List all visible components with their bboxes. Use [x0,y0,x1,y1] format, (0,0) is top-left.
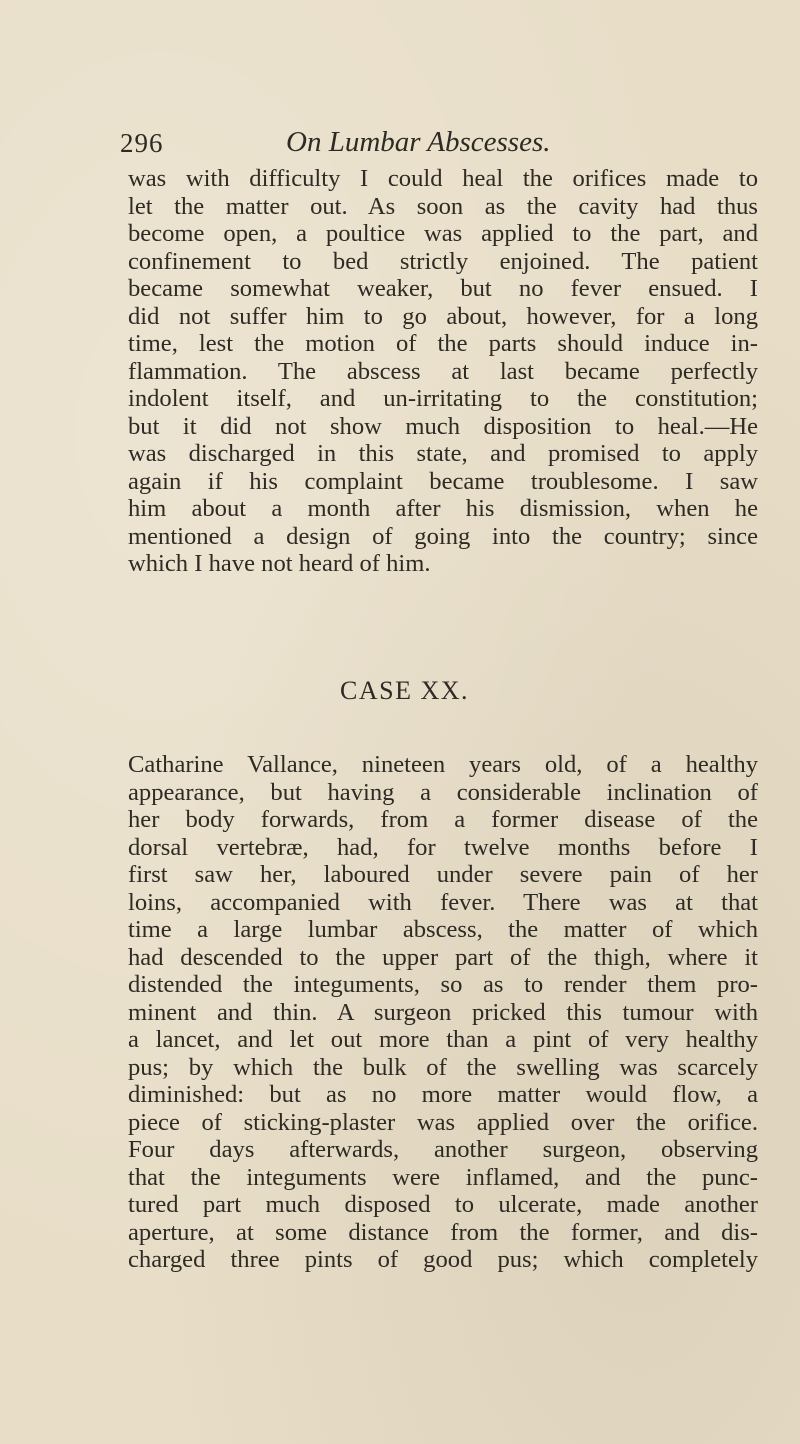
text-line: which I have not heard of him. [128,550,431,577]
text-line: tured part much disposed to ulcerate, made another [128,1191,758,1218]
text-line: was discharged in this state, and promised to apply [128,440,758,467]
page-number: 296 [120,128,164,158]
text-line: him about a month after his dismission, when he [128,495,758,522]
paragraph-1 [128,165,758,578]
text-line: diminished: but as no more matter would flow, a [128,1081,758,1108]
text-line: that the integuments were inflamed, and the punc- [128,1163,758,1191]
text-line: mentioned a design of going into the country; since [128,522,758,550]
text-line: was with difficulty I could heal the orifices made to [128,165,758,192]
text-line: appearance, but having a considerable inclination of [128,778,758,806]
text-line: minent and thin. A surgeon pricked this tumour with [128,998,758,1026]
text-line: did not suffer him to go about, however, for a long [128,302,758,330]
paragraph-2 [128,751,758,1274]
text-line: again if his complaint became troublesome. I saw [128,467,758,495]
text-line: had descended to the upper part of the thigh, where it [128,943,758,971]
text-line: flammation. The abscess at last became perfectly [128,357,758,385]
text-line: a lancet, and let out more than a pint of very healthy [128,1026,758,1053]
text-line: indolent itself, and un-irritating to the constitution; [128,385,758,412]
text-line: piece of sticking-plaster was applied over the orifice. [128,1108,758,1136]
text-line: first saw her, laboured under severe pain of her [128,861,758,888]
text-line: aperture, at some distance from the former, and dis- [128,1218,758,1246]
case-heading: CASE XX. [340,676,470,705]
text-line: Four days afterwards, another surgeon, observing [128,1136,758,1163]
text-line: let the matter out. As soon as the cavity had thus [128,192,758,220]
text-line: Catharine Vallance, nineteen years old, of a healthy [128,751,758,778]
text-line: but it did not show much disposition to heal.—He [128,412,758,440]
page-header [120,128,760,168]
running-head: On Lumbar Abscesses. [286,126,551,158]
text-line: dorsal vertebræ, had, for twelve months before I [128,833,758,861]
text-line: her body forwards, from a former disease of the [128,806,758,833]
text-line: time a large lumbar abscess, the matter of which [128,916,758,943]
text-line: confinement to bed strictly enjoined. The patient [128,247,758,275]
text-line: pus; by which the bulk of the swelling was scarcely [128,1053,758,1081]
text-line: loins, accompanied with fever. There was at that [128,888,758,916]
text-line: charged three pints of good pus; which completely [128,1246,758,1273]
text-line: time, lest the motion of the parts should induce in- [128,330,758,357]
text-line: become open, a poultice was applied to the part, and [128,220,758,247]
text-line: distended the integuments, so as to render them pro- [128,971,758,998]
text-line: became somewhat weaker, but no fever ensued. I [128,275,758,302]
